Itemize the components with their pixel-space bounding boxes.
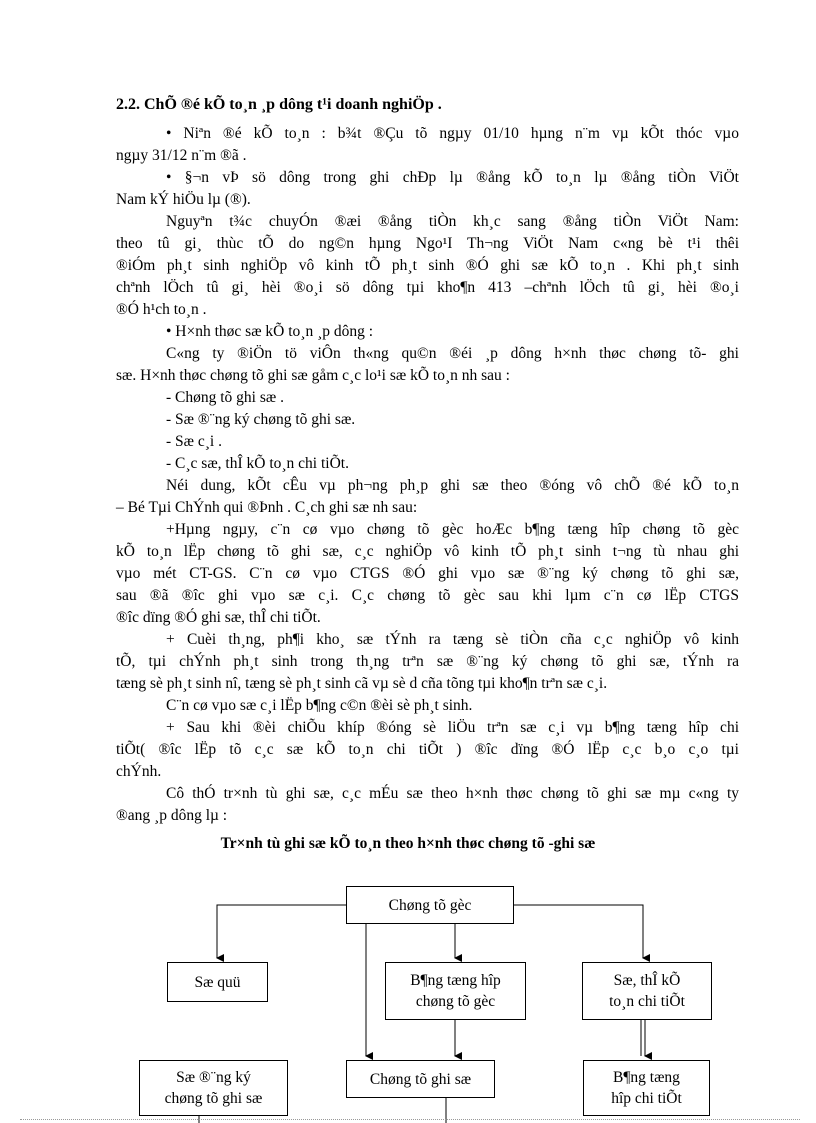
paragraph-line: C¨n cø vµo sæ c¸i lËp b¶ng c©n ®èi sè ph¸t sinh.: [166, 697, 473, 714]
paragraph-line: + Cuèi th¸ng, ph¶i kho¸ sæ tÝnh ra tæng sè tiÒn cña c¸c nghiÖp vô kinh: [166, 631, 739, 648]
connector-to-detail-ledger: [514, 905, 643, 958]
list-item: - Sæ c¸i .: [166, 433, 222, 450]
box-label: Chøng tõ ghi sæ: [369, 1070, 472, 1088]
paragraph-line: – Bé Tµi ChÝnh qui ®Þnh . C¸ch ghi sæ nh sau:: [116, 499, 418, 516]
box-label: chøng tõ ghi sæ: [164, 1090, 263, 1107]
paragraph-line: Néi dung, kÕt cÊu vµ ph¬ng ph¸p ghi sæ theo ®óng vô chÕ ®é kÕ to¸n: [166, 477, 739, 494]
page-divider: [20, 1119, 800, 1120]
box-label: B¶ng tæng hîp: [410, 972, 501, 989]
box-label: Chøng tõ gèc: [388, 896, 472, 914]
paragraph-line: Nam kÝ hiÖu lµ (®).: [116, 191, 251, 208]
paragraph-line: ®Ó h¹ch to¸n .: [116, 301, 207, 318]
paragraph-line: ®iÓm ph¸t sinh nghiÖp vô kinh tÕ ph¸t sinh ®Ó ghi sæ kÕ to¸n . Khi ph¸t sinh: [116, 257, 739, 274]
paragraph-line: tæng sè ph¸t sinh nî, tæng sè ph¸t sinh cã vµ sè d cña tõng tµi kho¶n trªn sæ c¸i.: [116, 675, 608, 692]
box-label: Sæ, thÎ kÕ: [613, 972, 681, 989]
paragraph-line: +Hµng ngµy, c¨n cø vµo chøng tõ gèc hoÆc b¶ng tæng hîp chøng tõ gèc: [166, 521, 739, 538]
box-label: to¸n chi tiÕt: [609, 993, 685, 1010]
list-item: - Sæ ®¨ng ký chøng tõ ghi sæ.: [166, 411, 356, 428]
list-item: - Chøng tõ ghi sæ .: [166, 389, 284, 406]
box-label: hîp chi tiÕt: [611, 1090, 682, 1107]
box-label: B¶ng tæng: [613, 1069, 680, 1086]
diagram-box-voucher-register: [139, 1060, 288, 1116]
paragraph-line: tiÕt( ®îc lËp tõ c¸c sæ kÕ to¸n chi tiÕt ) ®îc dïng ®Ó lËp c¸c b¸o c¸o tµi: [116, 741, 739, 758]
paragraph-line: • H×nh thøc sæ kÕ to¸n ¸p dông :: [166, 323, 374, 340]
paragraph-line: • Niªn ®é kÕ to¸n : b¾t ®Çu tõ ngµy 01/10 hµng n¨m vµ kÕt thóc vµo: [166, 125, 739, 142]
diagram-box-detail-summary: [583, 1060, 710, 1116]
paragraph-line: vµo mét CT-GS. C¨n cø vµo CTGS ®Ó ghi vµo sæ ®¨ng ký chøng tõ ghi sæ,: [116, 565, 739, 582]
diagram-box-source-documents: [346, 886, 514, 924]
box-label: chøng tõ gèc: [415, 993, 496, 1010]
paragraph-line: ®ang ¸p dông lµ :: [116, 807, 228, 824]
paragraph-line: C«ng ty ®iÖn tö viÔn th«ng qu©n ®éi ¸p dông h×nh thøc chøng tõ- ghi: [166, 345, 739, 362]
paragraph-line: tÕ, tµi chÝnh ph¸t sinh trong th¸ng trªn sæ ®¨ng ký chøng tõ ghi sæ, tÝnh ra: [116, 653, 739, 670]
paragraph-line: ®îc dïng ®Ó ghi sæ, thÎ chi tiÕt.: [116, 609, 321, 626]
section-heading: 2.2. ChÕ ®é kÕ to¸n ¸p dông t¹i doanh nghiÖp .: [116, 96, 442, 113]
paragraph-line: theo tû gi¸ thùc tÕ do ng©n hµng Ngo¹I Th¬ng ViÖt Nam c«ng bè t¹i thêi: [116, 235, 739, 252]
paragraph-line: • §¬n vÞ sö dông trong ghi chÐp lµ ®ång kÕ to¸n lµ ®ång tiÒn ViÖt: [166, 169, 739, 186]
diagram-box-detail-ledger: [582, 962, 712, 1020]
paragraph-line: kÕ to¸n lËp chøng tõ ghi sæ, c¸c nghiÖp vô kinh tÕ ph¸t sinh t¬ng tù nhau ghi: [116, 543, 739, 560]
list-item: - C¸c sæ, thÎ kÕ to¸n chi tiÕt.: [166, 455, 349, 472]
diagram-box-voucher: [346, 1060, 495, 1098]
paragraph-line: sæ. H×nh thøc chøng tõ ghi sæ gåm c¸c lo¹i sæ kÕ to¸n nh sau :: [116, 367, 510, 384]
paragraph-line: sau ®ã ®îc ghi vµo sæ c¸i. C¸c chøng tõ gèc sau khi lµm c¨n cø lËp CTGS: [116, 587, 739, 604]
paragraph-line: ngµy 31/12 n¨m ®ã .: [116, 147, 247, 164]
diagram-box-cash-book: [167, 962, 268, 1002]
box-label: Sæ ®¨ng ký: [176, 1069, 251, 1086]
paragraph-line: Nguyªn t¾c chuyÓn ®æi ®ång tiÒn kh¸c sang ®ång tiÒn ViÖt Nam:: [166, 213, 739, 230]
paragraph-line: + Sau khi ®èi chiÕu khíp ®óng sè liÖu trªn sæ c¸i vµ b¶ng tæng hîp chi: [166, 719, 739, 736]
paragraph-line: Cô thÓ tr×nh tù ghi sæ, c¸c mÉu sæ theo h×nh thøc chøng tõ ghi sæ mµ c«ng ty: [166, 785, 739, 802]
diagram-box-summary-source: [385, 962, 526, 1020]
paragraph-line: chªnh lÖch tû gi¸ hèi ®o¸i sö dông tµi kho¶n 413 –chªnh lÖch tû gi¸ hèi ®o¸i: [116, 279, 739, 296]
box-label: Sæ quü: [194, 973, 241, 991]
paragraph-line: chÝnh.: [116, 763, 162, 780]
diagram-title: Tr×nh tù ghi sæ kÕ to¸n theo h×nh thøc chøng tõ -ghi sæ: [220, 835, 596, 852]
connector-to-cash-book: [217, 905, 346, 958]
